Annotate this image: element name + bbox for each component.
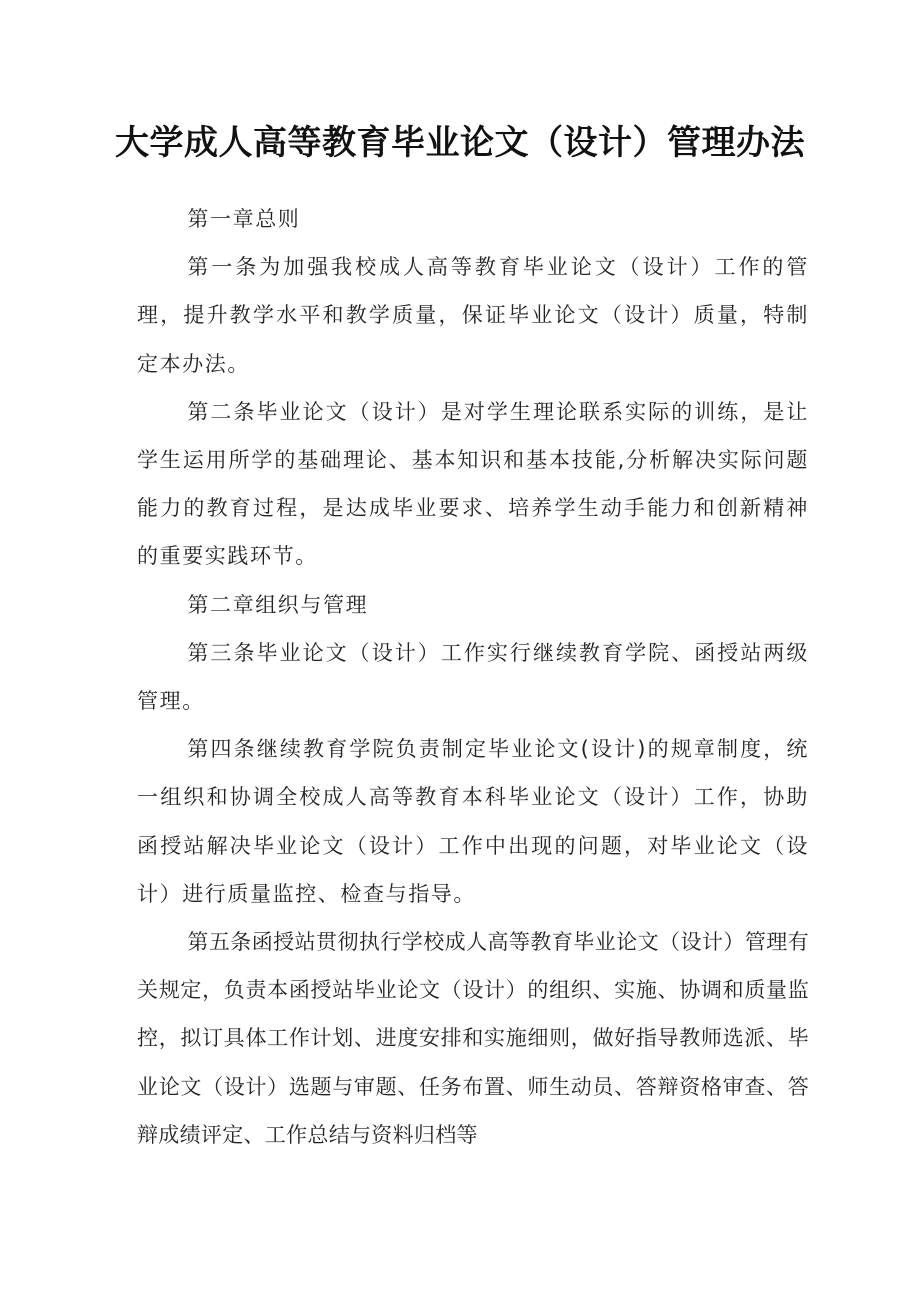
article-4: 第四条继续教育学院负责制定毕业论文(设计)的规章制度，统一组织和协调全校成人高等教育本科毕业论文（设计）工作，协助函授站解决毕业论文（设计）工作中出现的问题，对毕业论文（设计）进行质量监控、检查与指导。 bbox=[137, 737, 809, 906]
chapter-heading-2: 第二章组织与管理 bbox=[187, 592, 369, 617]
chapter-heading-1: 第一章总则 bbox=[187, 207, 301, 231]
article-3: 第三条毕业论文（设计）工作实行继续教育学院、函授站两级管理。 bbox=[137, 640, 809, 714]
article-2: 第二条毕业论文（设计）是对学生理论联系实际的训练，是让学生运用所学的基础理论、基本知识和基本技能,分析解决实际问题能力的教育过程，是达成毕业要求、培养学生动手能力和创新精神的重要实践环节。 bbox=[137, 399, 809, 569]
document-body bbox=[137, 195, 809, 1159]
article-5: 第五条函授站贯彻执行学校成人高等教育毕业论文（设计）管理有关规定，负责本函授站毕业论文（设计）的组织、实施、协调和质量监控，拟订具体工作计划、进度安排和实施细则，做好指导教师选派、毕业论文（设计）选题与审题、任务布置、师生动员、答辩资格审查、答辩成绩评定、工作总结与资料归档等 bbox=[137, 930, 809, 1147]
document-title: 大学成人高等教育毕业论文（设计）管理办法 bbox=[115, 123, 805, 163]
article-1: 第一条为加强我校成人高等教育毕业论文（设计）工作的管理，提升教学水平和教学质量，保证毕业论文（设计）质量，特制定本办法。 bbox=[137, 255, 809, 376]
